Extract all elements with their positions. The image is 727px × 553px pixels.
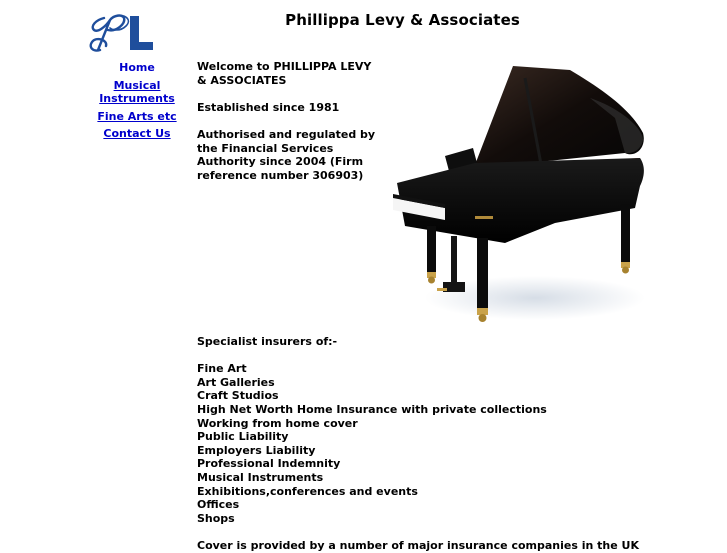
pl-monogram-icon — [86, 12, 154, 54]
grand-piano-icon — [385, 58, 650, 333]
nav-link-home[interactable]: Home — [119, 61, 155, 74]
list-item: Working from home cover — [197, 416, 358, 430]
list-item: Art Galleries — [197, 375, 275, 389]
nav-link-musical-instruments[interactable]: Musical Instruments — [99, 78, 175, 106]
specialist-list — [197, 362, 617, 525]
logo — [86, 12, 154, 54]
specialist-section — [197, 335, 639, 553]
list-item: Craft Studios — [197, 389, 279, 403]
authorised-text: Authorised and regulated by the Financial Services Authority since 2004 (Firm reference number 306903) — [197, 127, 376, 182]
cover-text: Cover is provided by a number of major insurance companies in the UK — [197, 538, 639, 552]
list-item: Shops — [197, 511, 235, 525]
list-item: Exhibitions,conferences and events — [197, 484, 418, 498]
list-item: Fine Art — [197, 362, 247, 376]
page-title: Phillippa Levy & Associates — [285, 11, 520, 29]
established-text: Established since 1981 — [197, 100, 340, 114]
grand-piano-image — [385, 58, 650, 333]
nav-link-fine-arts[interactable]: Fine Arts etc — [97, 109, 177, 123]
welcome-text: Welcome to PHILLIPPA LEVY & ASSOCIATES — [197, 60, 372, 87]
list-item: Public Liability — [197, 430, 289, 444]
specialist-heading: Specialist insurers of:- — [197, 335, 338, 348]
list-item: Professional Indemnity — [197, 457, 341, 471]
sidebar-nav — [94, 61, 180, 145]
intro-section — [197, 60, 377, 196]
list-item: Musical Instruments — [197, 470, 324, 484]
list-item: Offices — [197, 498, 240, 512]
list-item: High Net Worth Home Insurance with private collections — [197, 402, 547, 416]
list-item: Employers Liability — [197, 443, 316, 457]
nav-link-contact-us[interactable]: Contact Us — [103, 127, 171, 141]
